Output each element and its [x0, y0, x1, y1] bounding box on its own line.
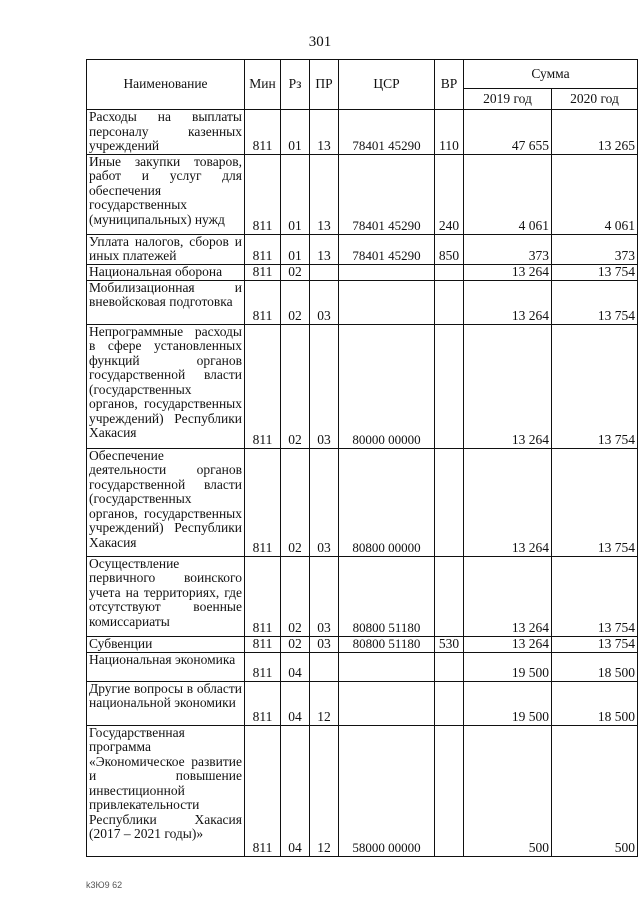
row-2019: 13 264 — [464, 280, 552, 324]
row-min: 811 — [245, 280, 281, 324]
row-rz: 04 — [281, 652, 310, 681]
row-pr: 03 — [310, 280, 339, 324]
row-2019: 13 264 — [464, 264, 552, 280]
row-rz: 04 — [281, 681, 310, 725]
table-row — [87, 652, 638, 681]
header-vr: ВР — [435, 60, 464, 110]
row-2020: 13 754 — [552, 636, 638, 652]
row-rz: 01 — [281, 110, 310, 155]
table-row — [87, 280, 638, 324]
table-row — [87, 264, 638, 280]
table-row — [87, 681, 638, 725]
row-pr: 13 — [310, 154, 339, 234]
row-pr: 12 — [310, 725, 339, 856]
row-pr: 03 — [310, 448, 339, 556]
row-rz: 02 — [281, 264, 310, 280]
row-2020: 373 — [552, 234, 638, 264]
row-2019: 13 264 — [464, 448, 552, 556]
row-name: Непрограммные расходы в сфере установленных функций органов государственной власти (государственных органов, государственных учреждений) Республики Хакасия — [87, 324, 245, 448]
header-name: Наименование — [87, 60, 245, 110]
row-vr — [435, 324, 464, 448]
row-pr: 03 — [310, 324, 339, 448]
row-min: 811 — [245, 448, 281, 556]
table-row — [87, 636, 638, 652]
header-sum: Сумма — [464, 60, 638, 89]
table-row — [87, 725, 638, 856]
row-name: Другие вопросы в области национальной экономики — [87, 681, 245, 725]
row-csr — [339, 264, 435, 280]
table-row — [87, 154, 638, 234]
row-csr: 78401 45290 — [339, 110, 435, 155]
row-2020: 13 754 — [552, 324, 638, 448]
header-csr: ЦСР — [339, 60, 435, 110]
row-min: 811 — [245, 636, 281, 652]
row-rz: 02 — [281, 448, 310, 556]
row-csr: 80800 51180 — [339, 556, 435, 636]
row-2019: 13 264 — [464, 556, 552, 636]
row-pr: 03 — [310, 556, 339, 636]
row-min: 811 — [245, 154, 281, 234]
row-2019: 19 500 — [464, 652, 552, 681]
table-row — [87, 234, 638, 264]
row-vr: 530 — [435, 636, 464, 652]
row-pr: 03 — [310, 636, 339, 652]
row-name: Государственная программа «Экономическое развитие и повышение инвестиционной привлекательности Республики Хакасия (2017 – 2021 годы)» — [87, 725, 245, 856]
row-min: 811 — [245, 324, 281, 448]
row-name: Мобилизационная и вневойсковая подготовка — [87, 280, 245, 324]
row-2019: 13 264 — [464, 324, 552, 448]
row-csr: 80800 51180 — [339, 636, 435, 652]
row-name: Осуществление первичного воинского учета на территориях, где отсутствуют военные комиссариаты — [87, 556, 245, 636]
header-2019: 2019 год — [464, 89, 552, 110]
row-csr: 78401 45290 — [339, 154, 435, 234]
row-min: 811 — [245, 110, 281, 155]
row-csr: 58000 00000 — [339, 725, 435, 856]
row-min: 811 — [245, 652, 281, 681]
table-row — [87, 556, 638, 636]
row-2019: 13 264 — [464, 636, 552, 652]
row-pr: 12 — [310, 681, 339, 725]
row-rz: 01 — [281, 234, 310, 264]
row-2020: 13 754 — [552, 556, 638, 636]
row-2020: 500 — [552, 725, 638, 856]
row-vr — [435, 264, 464, 280]
row-rz: 02 — [281, 636, 310, 652]
row-vr — [435, 652, 464, 681]
row-csr: 78401 45290 — [339, 234, 435, 264]
header-rz: Рз — [281, 60, 310, 110]
row-name: Национальная оборона — [87, 264, 245, 280]
row-vr: 240 — [435, 154, 464, 234]
row-pr: 13 — [310, 234, 339, 264]
row-vr: 110 — [435, 110, 464, 155]
row-2019: 47 655 — [464, 110, 552, 155]
row-min: 811 — [245, 234, 281, 264]
row-vr — [435, 280, 464, 324]
row-name: Обеспечение деятельности органов государственной власти (государственных органов, государственных учреждений) Республики Хакасия — [87, 448, 245, 556]
row-2019: 373 — [464, 234, 552, 264]
row-2020: 18 500 — [552, 652, 638, 681]
header-min: Мин — [245, 60, 281, 110]
row-vr: 850 — [435, 234, 464, 264]
row-rz: 02 — [281, 280, 310, 324]
row-vr — [435, 725, 464, 856]
row-name: Уплата налогов, сборов и иных платежей — [87, 234, 245, 264]
row-name: Расходы на выплаты персоналу казенных учреждений — [87, 110, 245, 155]
row-2019: 4 061 — [464, 154, 552, 234]
table-row — [87, 324, 638, 448]
row-csr: 80800 00000 — [339, 448, 435, 556]
row-2020: 13 754 — [552, 448, 638, 556]
row-min: 811 — [245, 681, 281, 725]
row-min: 811 — [245, 264, 281, 280]
row-name: Национальная экономика — [87, 652, 245, 681]
row-rz: 04 — [281, 725, 310, 856]
row-pr: 13 — [310, 110, 339, 155]
row-min: 811 — [245, 725, 281, 856]
row-2020: 18 500 — [552, 681, 638, 725]
row-min: 811 — [245, 556, 281, 636]
footer-code: k3Ю9 62 — [86, 880, 123, 890]
row-2020: 4 061 — [552, 154, 638, 234]
row-2020: 13 265 — [552, 110, 638, 155]
row-rz: 02 — [281, 556, 310, 636]
row-2019: 19 500 — [464, 681, 552, 725]
header-pr: ПР — [310, 60, 339, 110]
row-csr — [339, 681, 435, 725]
table-row — [87, 448, 638, 556]
table-row — [87, 110, 638, 155]
page-number: 301 — [308, 34, 332, 50]
row-name: Иные закупки товаров, работ и услуг для обеспечения государственных (муниципальных) нужд — [87, 154, 245, 234]
row-vr — [435, 681, 464, 725]
row-2019: 500 — [464, 725, 552, 856]
row-vr — [435, 556, 464, 636]
header-2020: 2020 год — [552, 89, 638, 110]
row-rz: 02 — [281, 324, 310, 448]
row-2020: 13 754 — [552, 280, 638, 324]
row-name: Субвенции — [87, 636, 245, 652]
row-2020: 13 754 — [552, 264, 638, 280]
row-csr — [339, 652, 435, 681]
row-csr: 80000 00000 — [339, 324, 435, 448]
row-rz: 01 — [281, 154, 310, 234]
row-csr — [339, 280, 435, 324]
row-pr — [310, 264, 339, 280]
budget-table — [86, 59, 638, 857]
row-vr — [435, 448, 464, 556]
row-pr — [310, 652, 339, 681]
